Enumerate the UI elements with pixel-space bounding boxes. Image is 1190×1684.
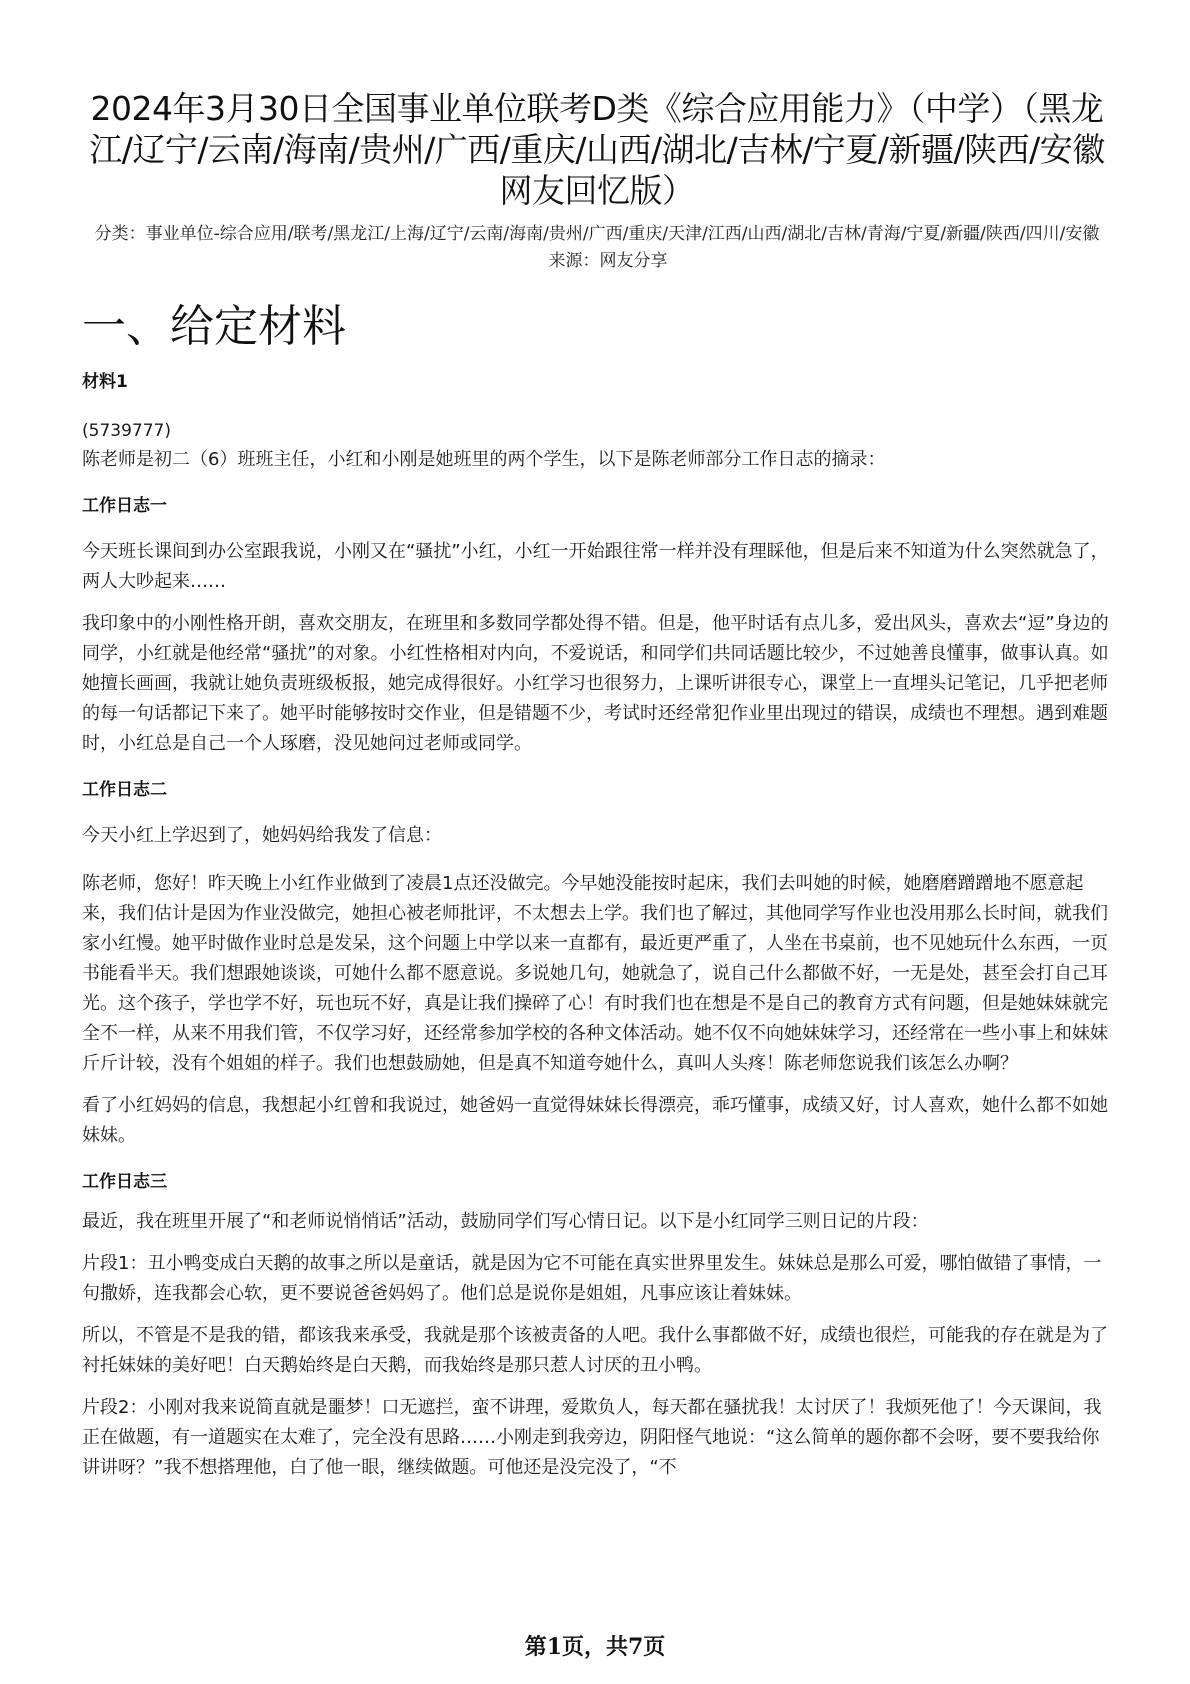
document-page xyxy=(82,0,1112,1483)
document-title: 2024年3月30日全国事业单位联考D类《综合应用能力》（中学）（黑龙江/辽宁/云南/海南/贵州/广西/重庆/山西/湖北/吉林/宁夏/新疆/陕西/安徽网友回忆版） xyxy=(89,89,1105,210)
log3-paragraph-2: 片段1：丑小鸭变成白天鹅的故事之所以是童话，就是因为它不可能在真实世界里发生。妹妹总是那么可爱，哪怕做错了事情，一句撒娇，连我都会心软，更不要说爸爸妈妈了。他们总是说你是姐姐，凡事应该让着妹妹。 xyxy=(82,1253,1102,1304)
log1-title: 工作日志一 xyxy=(82,496,167,516)
log2-paragraph-3: 看了小红妈妈的信息，我想起小红曾和我说过，她爸妈一直觉得妹妹长得漂亮，乖巧懂事，成绩又好，讨人喜欢，她什么都不如她妹妹。 xyxy=(82,1095,1108,1146)
section-heading: 一、给定材料 xyxy=(82,301,346,352)
log1-paragraph-2: 我印象中的小刚性格开朗，喜欢交朋友，在班里和多数同学都处得不错。但是，他平时话有点儿多，爱出风头，喜欢去“逗”身边的同学，小红就是他经常“骚扰”的对象。小红性格相对内向，不爱说话，和同学们共同话题比较少，不过她善良懂事，做事认真。如她擅长画画，我就让她负责班级板报，她完成得很好。小红学习也很努力，上课听讲很专心，课堂上一直埋头记笔记，几乎把老师的每一句话都记下来了。她平时能够按时交作业，但是错题不少，考试时还经常犯作业里出现过的错误，成绩也不理想。遇到难题时，小红总是自己一个人琢磨，没见她问过老师或同学。 xyxy=(82,613,1109,754)
log1-paragraph-1: 今天班长课间到办公室跟我说，小刚又在“骚扰”小红，小红一开始跟往常一样并没有理睬他，但是后来不知道为什么突然就急了，两人大吵起来…… xyxy=(82,541,1109,592)
category-text: 分类：事业单位-综合应用/联考/黑龙江/上海/辽宁/云南/海南/贵州/广西/重庆/天津/江西/山西/湖北/吉林/青海/宁夏/新疆/陕西/四川/安徽 xyxy=(94,224,1100,244)
material-intro: 陈老师是初二（6）班班主任，小红和小刚是她班里的两个学生，以下是陈老师部分工作日志的摘录： xyxy=(82,449,886,470)
log2-paragraph-1: 今天小红上学迟到了，她妈妈给我发了信息： xyxy=(82,825,442,846)
source-text: 来源：网友分享 xyxy=(548,251,668,271)
log3-paragraph-1: 最近，我在班里开展了“和老师说悄悄话”活动，鼓励同学们写心情日记。以下是小红同学三则日记的片段： xyxy=(82,1211,929,1232)
material-code: (5739777) xyxy=(82,421,171,441)
log3-paragraph-3: 所以，不管是不是我的错，都该我来承受，我就是那个该被责备的人吧。我什么事都做不好，成绩也很烂，可能我的存在就是为了衬托妹妹的美好吧！白天鹅始终是白天鹅，而我始终是那只惹人讨厌的丑小鸭。 xyxy=(82,1325,1108,1376)
material-title: 材料1 xyxy=(82,372,128,392)
log2-title: 工作日志二 xyxy=(82,780,167,800)
page-number: 第1页，共7页 xyxy=(524,1634,666,1660)
log3-title: 工作日志三 xyxy=(82,1172,167,1192)
log2-paragraph-2: 陈老师，您好！昨天晚上小红作业做到了凌晨1点还没做完。今早她没能按时起床，我们去叫她的时候，她磨磨蹭蹭地不愿意起来，我们估计是因为作业没做完，她担心被老师批评，不太想去上学。我们也了解过，其他同学写作业也没用那么长时间，就我们家小红慢。她平时做作业时总是发呆，这个问题上中学以来一直都有，最近更严重了，人坐在书桌前，也不见她玩什么东西，一页书能看半天。我们想跟她谈谈，可她什么都不愿意说。多说她几句，她就急了，说自己什么都做不好，一无是处，甚至会打自己耳光。这个孩子，学也学不好，玩也玩不好，真是让我们操碎了心！有时我们也在想是不是自己的教育方式有问题，但是她妹妹就完全不一样，从来不用我们管，不仅学习好，还经常参加学校的各种文体活动。她不仅不向她妹妹学习，还经常在一些小事上和妹妹斤斤计较，没有个姐姐的样子。我们也想鼓励她，但是真不知道夸她什么，真叫人头疼！陈老师您说我们该怎么办啊？ xyxy=(82,873,1108,1074)
document-meta xyxy=(82,221,1112,275)
log3-paragraph-4: 片段2：小刚对我来说简直就是噩梦！口无遮拦，蛮不讲理，爱欺负人，每天都在骚扰我！太讨厌了！我烦死他了！今天课间，我正在做题，有一道题实在太难了，完全没有思路……小刚走到我旁边，阴阳怪气地说：“这么简单的题你都不会呀，要不要我给你讲讲呀？”我不想搭理他，白了他一眼，继续做题。可他还是没完没了，“不 xyxy=(82,1397,1102,1478)
